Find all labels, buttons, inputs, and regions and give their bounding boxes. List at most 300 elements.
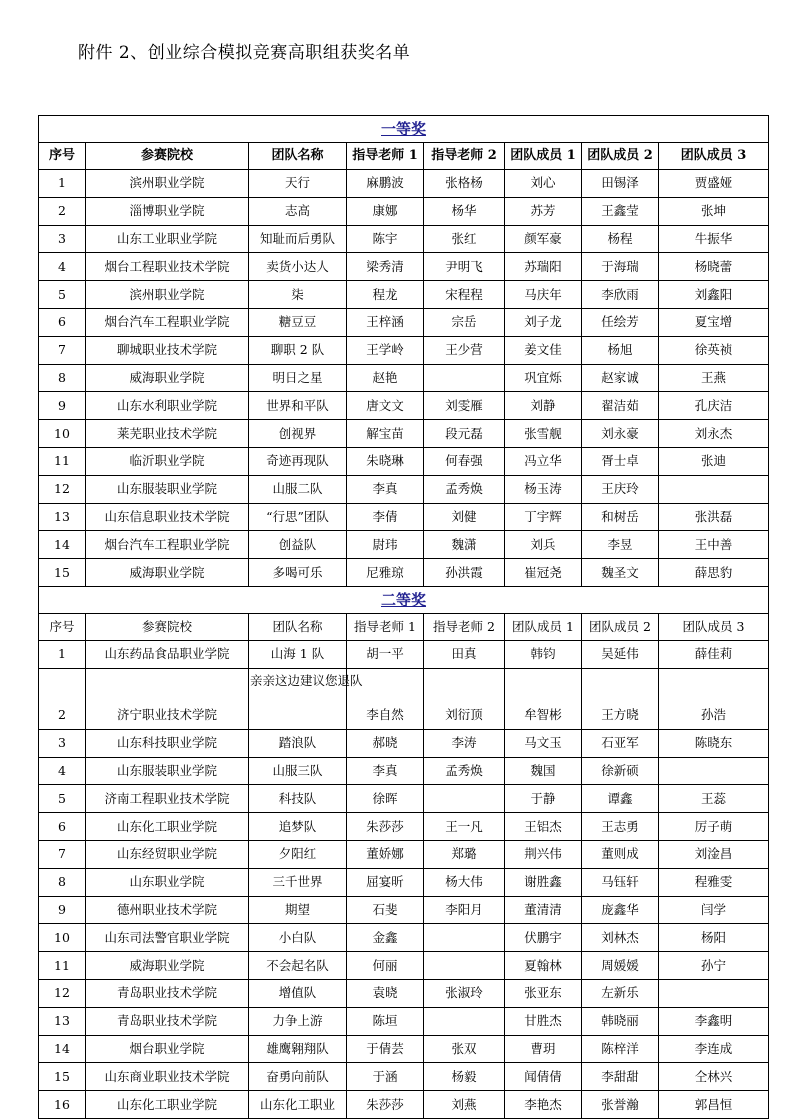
cell-member-3: 夏宝增 — [659, 308, 769, 336]
cell-member-1: 甘胜杰 — [505, 1007, 582, 1035]
cell-school: 烟台汽车工程职业学院 — [86, 531, 249, 559]
cell-member-3: 王蕊 — [659, 785, 769, 813]
cell-team: 期望 — [249, 896, 347, 924]
cell-member-1: 牟智彬 — [505, 668, 582, 729]
cell-member-3: 张洪磊 — [659, 503, 769, 531]
cell-seq: 9 — [39, 392, 86, 420]
cell-member-2: 翟洁茹 — [582, 392, 659, 420]
cell-member-1: 马文玉 — [505, 729, 582, 757]
cell-member-2: 魏圣文 — [582, 559, 659, 587]
header-member-3: 团队成员 3 — [659, 613, 769, 640]
cell-advisor-1: 陈宇 — [347, 225, 424, 253]
cell-advisor-2 — [424, 924, 505, 952]
cell-seq: 8 — [39, 364, 86, 392]
cell-member-1: 姜文佳 — [505, 336, 582, 364]
cell-seq: 7 — [39, 336, 86, 364]
cell-member-1: 夏翰林 — [505, 952, 582, 980]
cell-member-3: 郭昌恒 — [659, 1091, 769, 1119]
header-team: 团队名称 — [249, 613, 347, 640]
cell-member-3 — [659, 475, 769, 503]
cell-advisor-1: 王梓涵 — [347, 308, 424, 336]
cell-school: 山东水利职业学院 — [86, 392, 249, 420]
cell-school: 山东经贸职业学院 — [86, 840, 249, 868]
cell-school: 聊城职业技术学院 — [86, 336, 249, 364]
cell-member-3: 厉子萌 — [659, 813, 769, 841]
cell-advisor-2: 刘雯雁 — [424, 392, 505, 420]
table-row — [39, 308, 769, 336]
table-row — [39, 392, 769, 420]
first-prize-title-row — [39, 116, 769, 143]
cell-member-1: 崔冠尧 — [505, 559, 582, 587]
cell-member-3: 杨晓蕾 — [659, 253, 769, 281]
cell-member-3: 刘鑫阳 — [659, 281, 769, 309]
cell-member-3: 闫学 — [659, 896, 769, 924]
table-row — [39, 668, 769, 729]
table-row — [39, 531, 769, 559]
cell-school: 山东职业学院 — [86, 868, 249, 896]
cell-team: 科技队 — [249, 785, 347, 813]
cell-advisor-1: 康娜 — [347, 197, 424, 225]
cell-advisor-1: 何丽 — [347, 952, 424, 980]
cell-advisor-1: 李自然 — [347, 668, 424, 729]
cell-team: 三千世界 — [249, 868, 347, 896]
cell-advisor-2: 刘燕 — [424, 1091, 505, 1119]
cell-seq: 12 — [39, 979, 86, 1007]
cell-team: 亲亲这边建议您退队 — [249, 668, 347, 729]
cell-advisor-2: 张双 — [424, 1035, 505, 1063]
awards-table — [38, 115, 769, 1119]
cell-member-1: 张亚东 — [505, 979, 582, 1007]
cell-seq: 14 — [39, 1035, 86, 1063]
cell-advisor-1: 朱莎莎 — [347, 813, 424, 841]
cell-advisor-2: 张格杨 — [424, 170, 505, 198]
cell-team: 夕阳红 — [249, 840, 347, 868]
cell-advisor-1: 李真 — [347, 757, 424, 785]
cell-team: 山东化工职业 — [249, 1091, 347, 1119]
cell-team: 山服二队 — [249, 475, 347, 503]
cell-member-2: 周媛媛 — [582, 952, 659, 980]
cell-advisor-2 — [424, 1007, 505, 1035]
cell-member-2: 吴延伟 — [582, 640, 659, 668]
cell-seq: 9 — [39, 896, 86, 924]
table-row — [39, 281, 769, 309]
first-prize-title: 一等奖 — [39, 116, 769, 143]
cell-member-2: 王方晓 — [582, 668, 659, 729]
cell-school: 青岛职业技术学院 — [86, 1007, 249, 1035]
cell-member-2: 杨旭 — [582, 336, 659, 364]
cell-seq: 8 — [39, 868, 86, 896]
cell-member-2: 马钰轩 — [582, 868, 659, 896]
cell-advisor-2: 李阳月 — [424, 896, 505, 924]
cell-seq: 1 — [39, 640, 86, 668]
header-school: 参赛院校 — [86, 613, 249, 640]
cell-advisor-2: 刘健 — [424, 503, 505, 531]
cell-seq: 13 — [39, 503, 86, 531]
cell-team: 创益队 — [249, 531, 347, 559]
cell-school: 济南工程职业技术学院 — [86, 785, 249, 813]
cell-member-1: 闻倩倩 — [505, 1063, 582, 1091]
table-row — [39, 364, 769, 392]
cell-advisor-2: 刘衍顶 — [424, 668, 505, 729]
cell-school: 威海职业学院 — [86, 952, 249, 980]
cell-team: 追梦队 — [249, 813, 347, 841]
header-advisor-2: 指导老师 2 — [424, 613, 505, 640]
cell-seq: 15 — [39, 1063, 86, 1091]
cell-advisor-1: 石斐 — [347, 896, 424, 924]
cell-member-2: 于海瑞 — [582, 253, 659, 281]
cell-school: 山东服装职业学院 — [86, 757, 249, 785]
cell-advisor-1: 郝晓 — [347, 729, 424, 757]
cell-seq: 12 — [39, 475, 86, 503]
cell-member-3 — [659, 979, 769, 1007]
cell-member-2: 王庆玲 — [582, 475, 659, 503]
table-row — [39, 840, 769, 868]
cell-advisor-1: 朱晓琳 — [347, 447, 424, 475]
cell-member-1: 马庆年 — [505, 281, 582, 309]
cell-member-1: 杨玉涛 — [505, 475, 582, 503]
table-row — [39, 952, 769, 980]
table-row — [39, 729, 769, 757]
cell-school: 滨州职业学院 — [86, 170, 249, 198]
cell-member-1: 刘兵 — [505, 531, 582, 559]
cell-member-1: 伏鹏宇 — [505, 924, 582, 952]
header-advisor-2: 指导老师 2 — [424, 143, 505, 170]
cell-member-1: 刘心 — [505, 170, 582, 198]
table-row — [39, 924, 769, 952]
cell-team: “行思”团队 — [249, 503, 347, 531]
table-row — [39, 813, 769, 841]
cell-school: 烟台工程职业技术学院 — [86, 253, 249, 281]
header-member-1: 团队成员 1 — [505, 613, 582, 640]
header-seq: 序号 — [39, 143, 86, 170]
cell-advisor-2: 张淑玲 — [424, 979, 505, 1007]
cell-member-3: 程雅雯 — [659, 868, 769, 896]
cell-member-1: 于静 — [505, 785, 582, 813]
cell-seq: 10 — [39, 924, 86, 952]
cell-member-1: 苏芳 — [505, 197, 582, 225]
cell-member-2: 胥士卓 — [582, 447, 659, 475]
cell-member-3: 李鑫明 — [659, 1007, 769, 1035]
cell-member-2: 王志勇 — [582, 813, 659, 841]
table-row — [39, 336, 769, 364]
table-row — [39, 640, 769, 668]
table-row — [39, 1007, 769, 1035]
table-row — [39, 420, 769, 448]
cell-advisor-1: 李倩 — [347, 503, 424, 531]
cell-seq: 7 — [39, 840, 86, 868]
cell-advisor-1: 麻鹏波 — [347, 170, 424, 198]
cell-advisor-2: 段元磊 — [424, 420, 505, 448]
cell-member-3: 杨阳 — [659, 924, 769, 952]
cell-seq: 15 — [39, 559, 86, 587]
header-member-2: 团队成员 2 — [582, 613, 659, 640]
cell-member-3: 王中善 — [659, 531, 769, 559]
cell-team: 多喝可乐 — [249, 559, 347, 587]
cell-member-3: 仝林兴 — [659, 1063, 769, 1091]
cell-team: 卖货小达人 — [249, 253, 347, 281]
cell-member-1: 董清清 — [505, 896, 582, 924]
cell-member-2: 杨程 — [582, 225, 659, 253]
cell-advisor-1: 李真 — [347, 475, 424, 503]
cell-school: 山东商业职业技术学院 — [86, 1063, 249, 1091]
cell-team: 世界和平队 — [249, 392, 347, 420]
header-team: 团队名称 — [249, 143, 347, 170]
cell-advisor-1: 尼雅琼 — [347, 559, 424, 587]
cell-seq: 16 — [39, 1091, 86, 1119]
cell-member-1: 苏瑞阳 — [505, 253, 582, 281]
cell-member-1: 刘子龙 — [505, 308, 582, 336]
cell-school: 烟台汽车工程职业学院 — [86, 308, 249, 336]
cell-member-3 — [659, 757, 769, 785]
cell-advisor-2: 宋程程 — [424, 281, 505, 309]
cell-member-1: 荆兴伟 — [505, 840, 582, 868]
cell-team: 创视界 — [249, 420, 347, 448]
cell-school: 山东信息职业技术学院 — [86, 503, 249, 531]
cell-advisor-2: 孟秀焕 — [424, 475, 505, 503]
cell-member-2: 李昱 — [582, 531, 659, 559]
cell-member-3: 薛思豹 — [659, 559, 769, 587]
cell-member-3: 刘淦昌 — [659, 840, 769, 868]
cell-member-3: 孙宁 — [659, 952, 769, 980]
cell-member-3: 张坤 — [659, 197, 769, 225]
cell-team: 山海 1 队 — [249, 640, 347, 668]
cell-advisor-2: 孟秀焕 — [424, 757, 505, 785]
cell-seq: 11 — [39, 447, 86, 475]
cell-school: 山东服装职业学院 — [86, 475, 249, 503]
cell-advisor-1: 屈宴昕 — [347, 868, 424, 896]
table-row — [39, 447, 769, 475]
cell-member-2: 左新乐 — [582, 979, 659, 1007]
cell-member-3: 贾盛娅 — [659, 170, 769, 198]
header-advisor-1: 指导老师 1 — [347, 613, 424, 640]
second-prize-header-row — [39, 613, 769, 640]
cell-seq: 6 — [39, 813, 86, 841]
table-row — [39, 785, 769, 813]
cell-member-3: 张迪 — [659, 447, 769, 475]
cell-seq: 13 — [39, 1007, 86, 1035]
cell-team: 踏浪队 — [249, 729, 347, 757]
table-row — [39, 896, 769, 924]
cell-seq: 2 — [39, 197, 86, 225]
cell-member-3: 牛振华 — [659, 225, 769, 253]
cell-school: 滨州职业学院 — [86, 281, 249, 309]
cell-team: 柒 — [249, 281, 347, 309]
table-row — [39, 868, 769, 896]
cell-advisor-2: 宗岳 — [424, 308, 505, 336]
cell-school: 山东司法警官职业学院 — [86, 924, 249, 952]
cell-member-1: 颜军豪 — [505, 225, 582, 253]
table-row — [39, 253, 769, 281]
cell-member-3: 陈晓东 — [659, 729, 769, 757]
cell-advisor-2: 魏潇 — [424, 531, 505, 559]
cell-team: 山服三队 — [249, 757, 347, 785]
cell-seq: 3 — [39, 729, 86, 757]
header-member-3: 团队成员 3 — [659, 143, 769, 170]
header-advisor-1: 指导老师 1 — [347, 143, 424, 170]
table-row — [39, 979, 769, 1007]
cell-advisor-1: 赵艳 — [347, 364, 424, 392]
cell-school: 青岛职业技术学院 — [86, 979, 249, 1007]
cell-member-2: 李甜甜 — [582, 1063, 659, 1091]
cell-member-1: 王铝杰 — [505, 813, 582, 841]
cell-seq: 6 — [39, 308, 86, 336]
cell-member-1: 张雪舰 — [505, 420, 582, 448]
table-row — [39, 475, 769, 503]
cell-team: 聊职 2 队 — [249, 336, 347, 364]
cell-team: 小白队 — [249, 924, 347, 952]
cell-school: 莱芜职业技术学院 — [86, 420, 249, 448]
cell-member-1: 曹玥 — [505, 1035, 582, 1063]
cell-advisor-1: 董娇娜 — [347, 840, 424, 868]
awards-table-body — [39, 116, 769, 1119]
cell-school: 威海职业学院 — [86, 364, 249, 392]
cell-advisor-1: 于倩芸 — [347, 1035, 424, 1063]
cell-advisor-1: 陈垣 — [347, 1007, 424, 1035]
cell-advisor-2: 张红 — [424, 225, 505, 253]
cell-school: 山东化工职业学院 — [86, 813, 249, 841]
cell-school: 山东化工职业学院 — [86, 1091, 249, 1119]
cell-advisor-1: 王学岭 — [347, 336, 424, 364]
cell-team: 奇迹再现队 — [249, 447, 347, 475]
cell-member-2: 谭鑫 — [582, 785, 659, 813]
cell-seq: 4 — [39, 757, 86, 785]
cell-seq: 1 — [39, 170, 86, 198]
cell-school: 山东工业职业学院 — [86, 225, 249, 253]
cell-seq: 10 — [39, 420, 86, 448]
document-title: 附件 2、创业综合模拟竞赛高职组获奖名单 — [78, 43, 411, 63]
cell-school: 烟台职业学院 — [86, 1035, 249, 1063]
cell-member-1: 李艳杰 — [505, 1091, 582, 1119]
cell-team: 糖豆豆 — [249, 308, 347, 336]
cell-advisor-1: 尉玮 — [347, 531, 424, 559]
cell-member-2: 王鑫莹 — [582, 197, 659, 225]
cell-member-2: 石亚军 — [582, 729, 659, 757]
header-seq: 序号 — [39, 613, 86, 640]
cell-member-2: 田锡泽 — [582, 170, 659, 198]
cell-advisor-2: 杨毅 — [424, 1063, 505, 1091]
table-row — [39, 197, 769, 225]
header-member-1: 团队成员 1 — [505, 143, 582, 170]
cell-school: 威海职业学院 — [86, 559, 249, 587]
cell-member-3: 王燕 — [659, 364, 769, 392]
cell-advisor-1: 金鑫 — [347, 924, 424, 952]
cell-advisor-1: 解宝苗 — [347, 420, 424, 448]
cell-school: 山东药品食品职业学院 — [86, 640, 249, 668]
cell-advisor-2 — [424, 785, 505, 813]
cell-member-3: 孙浩 — [659, 668, 769, 729]
cell-member-1: 谢胜鑫 — [505, 868, 582, 896]
cell-advisor-2: 李涛 — [424, 729, 505, 757]
cell-team: 力争上游 — [249, 1007, 347, 1035]
cell-member-2: 任绘芳 — [582, 308, 659, 336]
table-row — [39, 170, 769, 198]
first-prize-header-row — [39, 143, 769, 170]
cell-advisor-2: 王少营 — [424, 336, 505, 364]
cell-member-1: 冯立华 — [505, 447, 582, 475]
cell-team: 不会起名队 — [249, 952, 347, 980]
cell-member-2: 赵家诚 — [582, 364, 659, 392]
cell-advisor-2: 杨华 — [424, 197, 505, 225]
cell-advisor-2: 何春强 — [424, 447, 505, 475]
cell-member-2: 徐新硕 — [582, 757, 659, 785]
cell-member-3: 徐英祯 — [659, 336, 769, 364]
cell-seq: 4 — [39, 253, 86, 281]
cell-member-1: 刘静 — [505, 392, 582, 420]
cell-member-2: 陈梓洋 — [582, 1035, 659, 1063]
cell-team: 天行 — [249, 170, 347, 198]
cell-team: 明日之星 — [249, 364, 347, 392]
cell-team: 奋勇向前队 — [249, 1063, 347, 1091]
cell-member-1: 魏国 — [505, 757, 582, 785]
cell-member-1: 丁宇辉 — [505, 503, 582, 531]
cell-advisor-2 — [424, 364, 505, 392]
cell-school: 山东科技职业学院 — [86, 729, 249, 757]
cell-member-1: 巩宜烁 — [505, 364, 582, 392]
table-row — [39, 503, 769, 531]
cell-team: 雄鹰翱翔队 — [249, 1035, 347, 1063]
cell-member-3: 孔庆洁 — [659, 392, 769, 420]
table-row — [39, 559, 769, 587]
table-row — [39, 1063, 769, 1091]
cell-advisor-1: 徐晖 — [347, 785, 424, 813]
second-prize-title: 二等奖 — [39, 586, 769, 613]
cell-seq: 5 — [39, 281, 86, 309]
table-row — [39, 1091, 769, 1119]
cell-advisor-2: 郑璐 — [424, 840, 505, 868]
cell-advisor-1: 袁晓 — [347, 979, 424, 1007]
cell-school: 淄博职业学院 — [86, 197, 249, 225]
cell-team: 增值队 — [249, 979, 347, 1007]
cell-advisor-1: 程龙 — [347, 281, 424, 309]
cell-seq: 3 — [39, 225, 86, 253]
cell-member-3: 刘永杰 — [659, 420, 769, 448]
cell-advisor-1: 唐文文 — [347, 392, 424, 420]
cell-member-2: 韩晓丽 — [582, 1007, 659, 1035]
cell-member-2: 刘林杰 — [582, 924, 659, 952]
cell-advisor-1: 于涵 — [347, 1063, 424, 1091]
cell-seq: 2 — [39, 668, 86, 729]
table-row — [39, 1035, 769, 1063]
table-row — [39, 225, 769, 253]
cell-member-2: 和树岳 — [582, 503, 659, 531]
header-school: 参赛院校 — [86, 143, 249, 170]
cell-school: 临沂职业学院 — [86, 447, 249, 475]
cell-advisor-2: 孙洪霞 — [424, 559, 505, 587]
cell-advisor-1: 胡一平 — [347, 640, 424, 668]
cell-seq: 5 — [39, 785, 86, 813]
cell-team: 志高 — [249, 197, 347, 225]
cell-member-2: 张誉瀚 — [582, 1091, 659, 1119]
cell-member-2: 刘永豪 — [582, 420, 659, 448]
cell-school: 济宁职业技术学院 — [86, 668, 249, 729]
cell-advisor-1: 梁秀清 — [347, 253, 424, 281]
cell-seq: 11 — [39, 952, 86, 980]
cell-advisor-2: 杨大伟 — [424, 868, 505, 896]
cell-advisor-2: 尹明飞 — [424, 253, 505, 281]
cell-member-2: 庞鑫华 — [582, 896, 659, 924]
cell-advisor-2 — [424, 952, 505, 980]
cell-advisor-2: 王一凡 — [424, 813, 505, 841]
cell-member-2: 董则成 — [582, 840, 659, 868]
second-prize-title-row — [39, 586, 769, 613]
cell-member-3: 薛佳莉 — [659, 640, 769, 668]
cell-advisor-2: 田真 — [424, 640, 505, 668]
cell-team: 知耻而后勇队 — [249, 225, 347, 253]
cell-school: 德州职业技术学院 — [86, 896, 249, 924]
cell-seq: 14 — [39, 531, 86, 559]
table-row — [39, 757, 769, 785]
cell-advisor-1: 朱莎莎 — [347, 1091, 424, 1119]
